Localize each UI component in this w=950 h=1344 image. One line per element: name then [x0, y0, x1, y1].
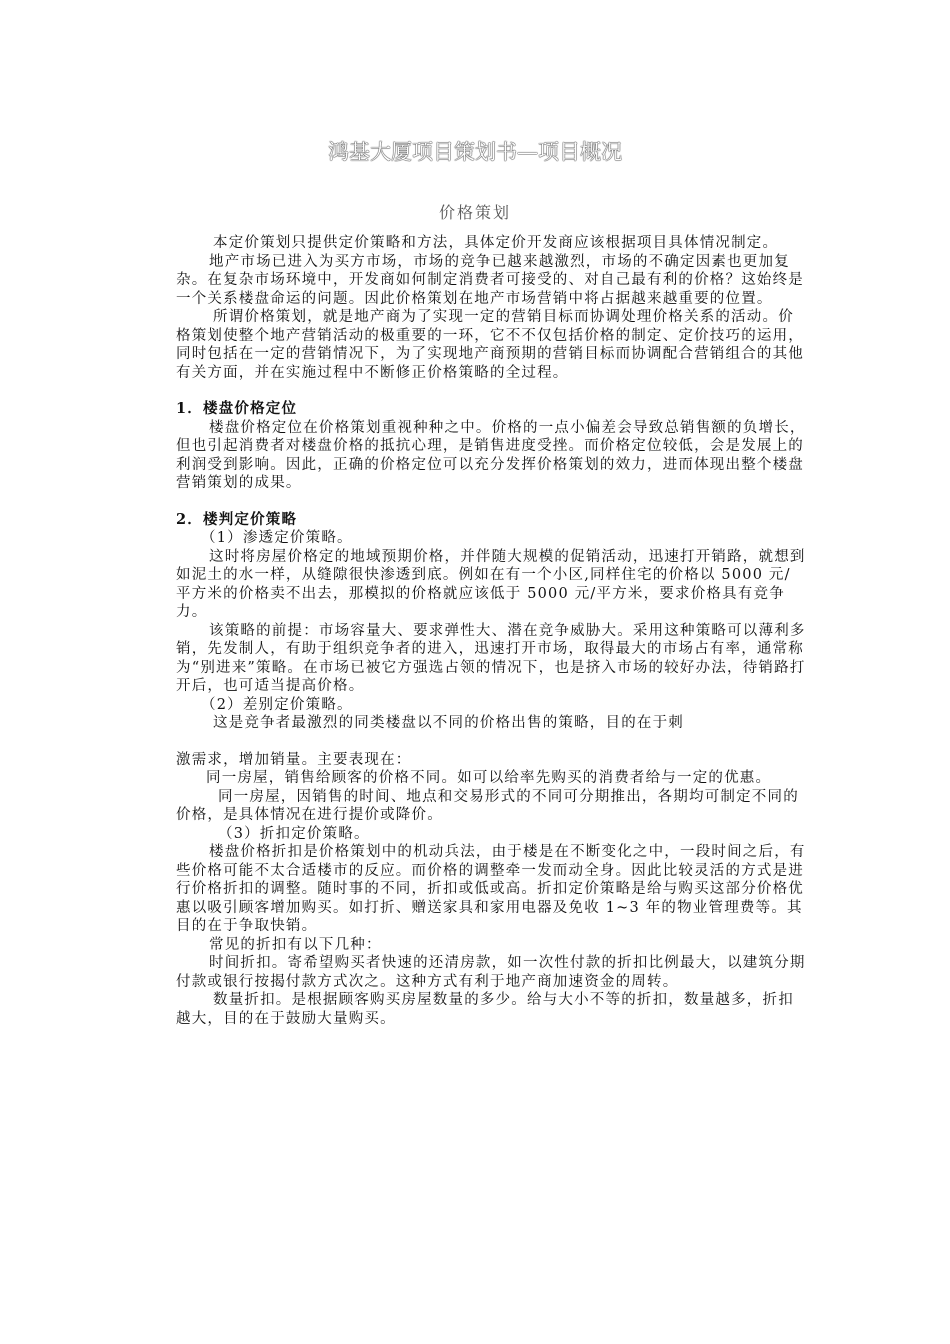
paragraph-differential-1b: 激需求，增加销量。主要表现在：	[176, 751, 412, 768]
section-heading-1: 1．楼盘价格定位	[176, 400, 298, 417]
paragraph-discount-1: 楼盘价格折扣是价格策划中的机动兵法，由于楼是在不断变化之中，一段时间之后，有些价格可能不太合适楼市的反应。而价格的调整牵一发而动全身。因此比较灵活的方式是进行价格折扣的调整。随时事的不同，折扣或低或高。折扣定价策略是给与购买这部分价格优惠以吸引顾客增加购买。如打折、赠送家具和家用电器及免收 1~3 年的物业管理费等。其目的在于争取快销。	[176, 844, 806, 934]
document-body	[176, 234, 806, 1028]
paragraph-differential-3: 同一房屋，因销售的时间、地点和交易形式的不同可分期推出，各期均可制定不同的价格，是具体情况在进行提价或降价。	[176, 788, 799, 823]
subheading-differential-pricing: （2）差别定价策略。	[201, 696, 353, 713]
paragraph-intro-1: 本定价策划只提供定价策略和方法，具体定价开发商应该根据项目具体情况制定。	[213, 235, 779, 251]
paragraph-differential-2: 同一房屋，销售给顾客的价格不同。如可以给率先购买的消费者给与一定的优惠。	[206, 770, 772, 786]
paragraph-discount-time: 时间折扣。寄希望购买者快速的还清房款，如一次性付款的折扣比例最大，以建筑分期付款或银行按揭付款方式次之。这种方式有利于地产商加速资金的周转。	[176, 955, 806, 990]
paragraph-penetration-2: 该策略的前提：市场容量大、要求弹性大、潜在竞争威胁大。采用这种策略可以薄利多销，先发制人，有助于组织竞争者的进入，迅速打开市场，取得最大的市场占有率，通常称为“别进来”策略。在市场已被它方强选占领的情况下，也是挤入市场的较好办法，待销路打开后，也可适当提高价格。	[176, 622, 806, 694]
document-title: 鸿基大厦项目策划书—项目概况	[328, 140, 622, 164]
paragraph-penetration-1: 这时将房屋价格定的地域预期价格，并伴随大规模的促销活动，迅速打开销路，就想到如泥土的水一样，从缝隙很快渗透到底。例如在有一个小区,同样住宅的价格以 5000 元/平方米的价格卖不出去，那模拟的价格就应该低于 5000 元/平方米，要求价格具有竞争力。	[176, 548, 806, 620]
paragraph-intro-3: 所谓价格策划，就是地产商为了实现一定的营销目标而协调处理价格关系的活动。价格策划使整个地产营销活动的极重要的一环，它不不仅包括价格的制定、定价技巧的运用，同时包括在一定的营销情况下，为了实现地产商预期的营销目标而协调配合营销组合的其他有关方面，并在实施过程中不断修正价格策略的全过程。	[176, 309, 804, 381]
subheading-discount-pricing: （3）折扣定价策略。	[218, 825, 370, 842]
subheading-penetration-pricing: （1）渗透定价策略。	[201, 530, 353, 546]
paragraph-discount-2: 常见的折扣有以下几种：	[209, 936, 382, 953]
paragraph-section-1: 楼盘价格定位在价格策划重视种种之中。价格的一点小偏差会导致总销售额的负增长，但也引起消费者对楼盘价格的抵抗心理，是销售进度受挫。而价格定位较低，会是发展上的利润受到影响。因此，正确的价格定位可以充分发挥价格策划的效力，进而体现出整个楼盘营销策划的成果。	[176, 419, 806, 491]
document-subtitle: 价格策划	[438, 203, 511, 222]
blank-line	[176, 733, 806, 751]
paragraph-discount-quantity: 数量折扣。是根据顾客购买房屋数量的多少。给与大小不等的折扣，数量越多，折扣越大，目的在于鼓励大量购买。	[176, 992, 794, 1027]
paragraph-intro-2: 地产市场已进入为买方市场，市场的竞争已越来越激烈，市场的不确定因素也更加复杂。在复杂市场环境中，开发商如何制定消费者可接受的、对自己最有利的价格？这始终是一个关系楼盘命运的问题。因此价格策划在地产市场营销中将占据越来越重要的位置。	[176, 253, 804, 307]
section-heading-2: 2．楼判定价策略	[176, 510, 298, 528]
paragraph-differential-1a: 这是竞争者最激烈的同类楼盘以不同的价格出售的策略，目的在于刺	[213, 715, 684, 731]
